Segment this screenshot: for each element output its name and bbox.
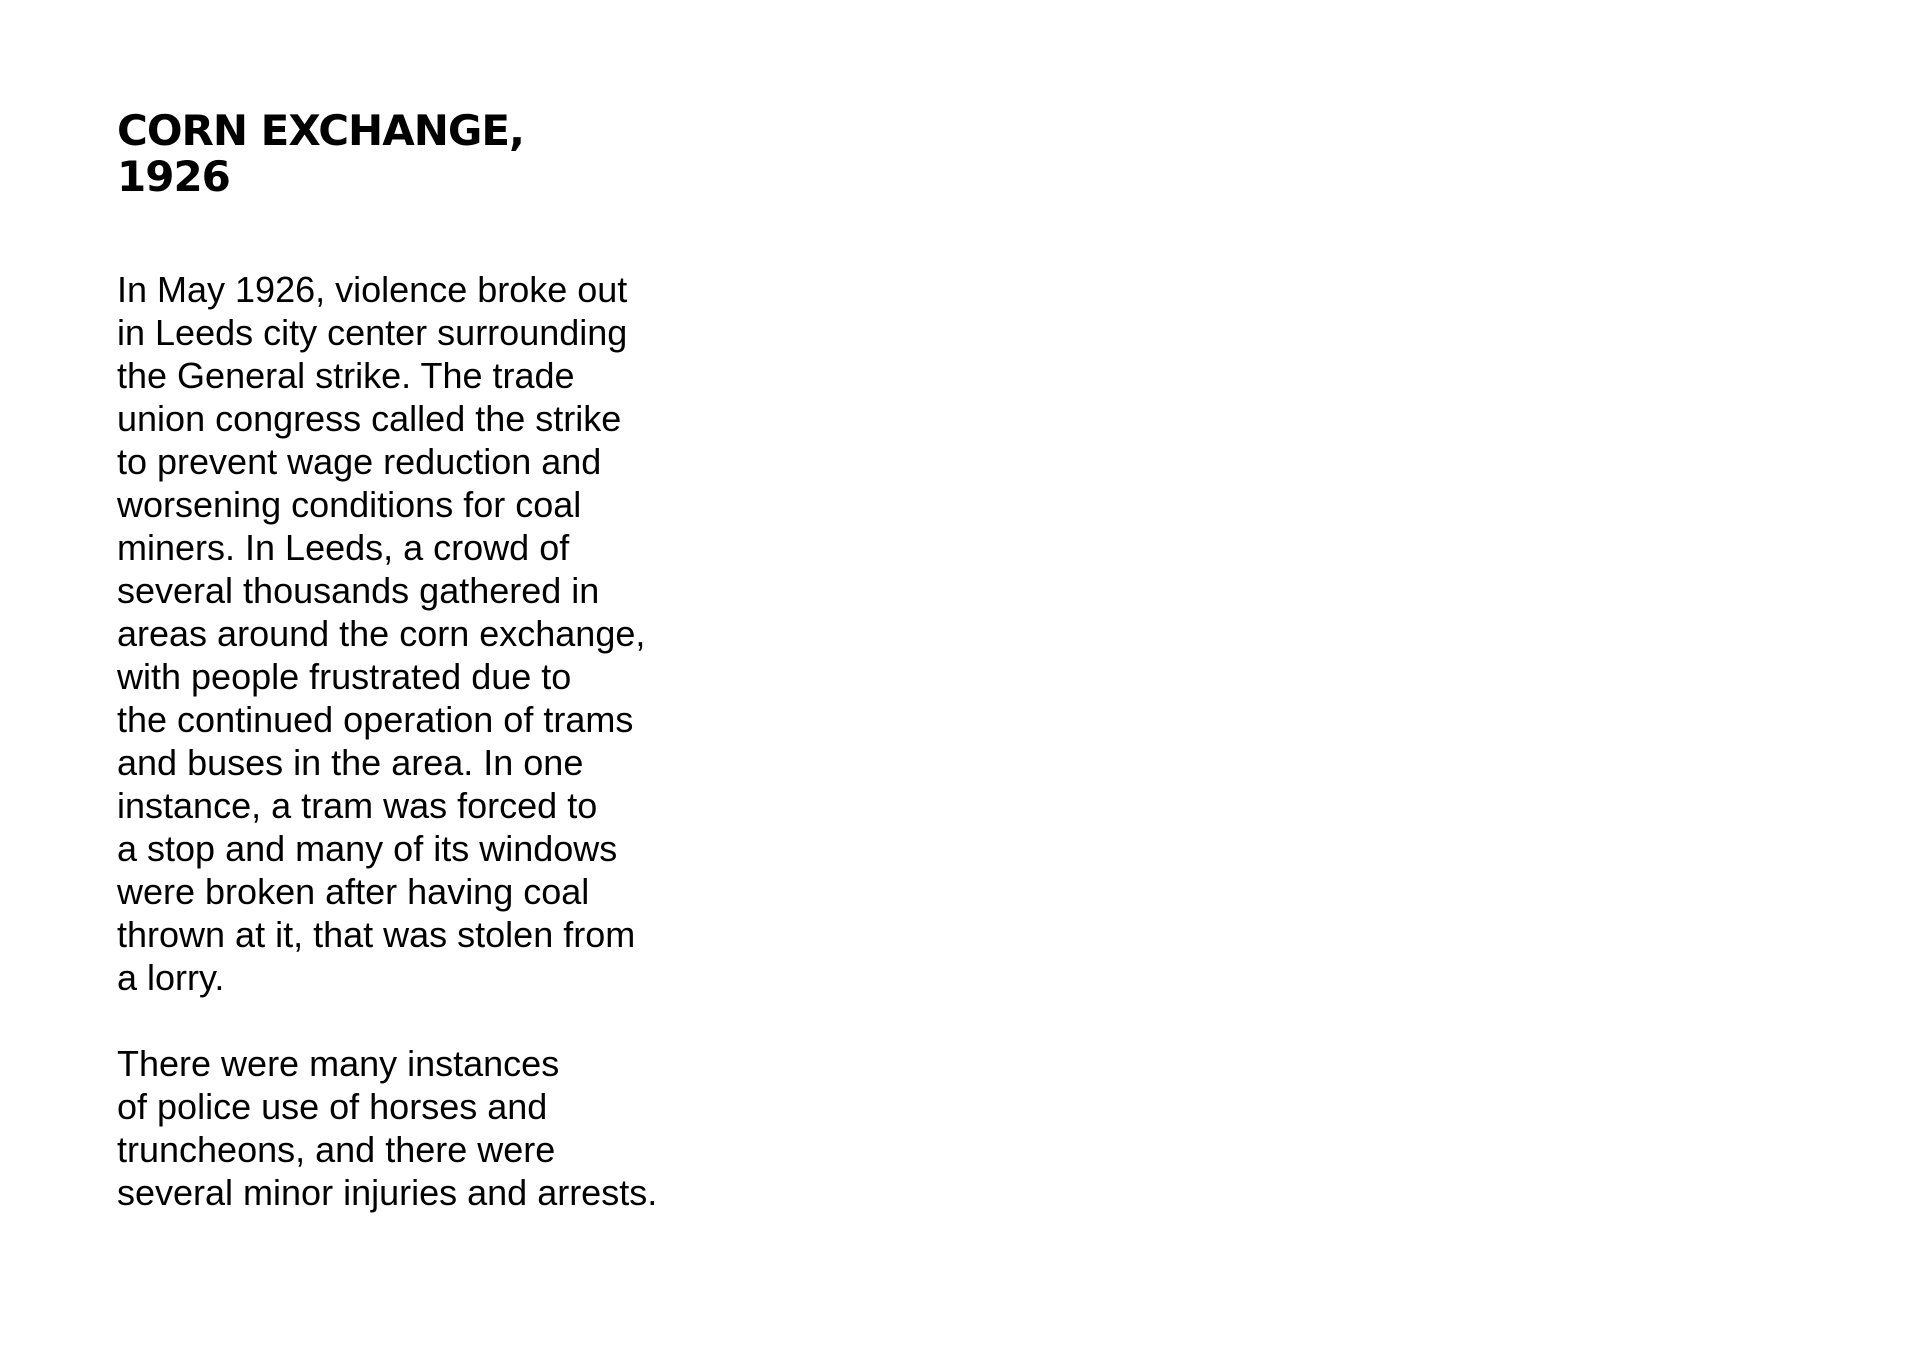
text-line: miners. In Leeds, a crowd of — [117, 527, 570, 568]
text-line: several thousands gathered in — [117, 570, 600, 611]
text-line: and buses in the area. In one — [117, 742, 584, 783]
text-line: There were many instances — [117, 1043, 560, 1084]
text-line: the continued operation of trams — [117, 699, 634, 740]
paragraph-1 — [117, 268, 757, 999]
text-line: with people frustrated due to — [117, 656, 572, 697]
text-line: instance, a tram was forced to — [117, 785, 598, 826]
text-line: worsening conditions for coal — [117, 484, 582, 525]
text-line: in Leeds city center surrounding — [117, 312, 628, 353]
title-line: CORN EXCHANGE, — [117, 106, 524, 155]
text-line: were broken after having coal — [117, 871, 590, 912]
paragraph-2 — [117, 1042, 757, 1214]
title-line: 1926 — [117, 152, 230, 201]
text-line: union congress called the strike — [117, 398, 622, 439]
text-line: truncheons, and there were — [117, 1129, 556, 1170]
text-line: several minor injuries and arrests. — [117, 1172, 658, 1213]
text-line: a stop and many of its windows — [117, 828, 618, 869]
text-line: a lorry. — [117, 957, 225, 998]
text-line: areas around the corn exchange, — [117, 613, 646, 654]
text-line: In May 1926, violence broke out — [117, 269, 628, 310]
text-line: to prevent wage reduction and — [117, 441, 602, 482]
page-title — [117, 108, 524, 200]
text-line: thrown at it, that was stolen from — [117, 914, 636, 955]
text-line: the General strike. The trade — [117, 355, 575, 396]
text-line: of police use of horses and — [117, 1086, 548, 1127]
body-text — [117, 268, 757, 1214]
